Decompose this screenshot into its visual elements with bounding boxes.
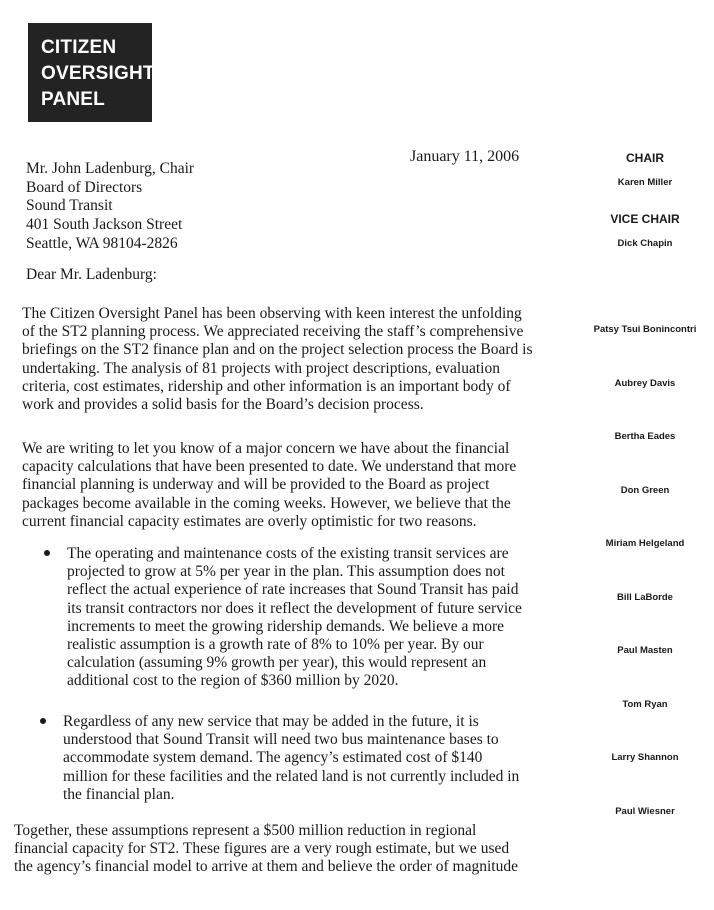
text-line: realistic assumption is a growth rate of 8% to 10% per year. By our	[67, 636, 484, 654]
logo-line-2: OVERSIGHT	[41, 63, 155, 84]
text-line: understood that Sound Transit will need two bus maintenance bases to	[63, 731, 499, 749]
bullet-item-2	[63, 713, 519, 804]
member-name: Tom Ryan	[622, 699, 668, 710]
bullet-icon	[40, 718, 46, 724]
member-name: Paul Wiesner	[615, 806, 675, 817]
member-name: Miriam Helgeland	[605, 538, 685, 549]
text-line: financial capacity for ST2. These figures are a very rough estimate, but we used	[14, 840, 510, 858]
text-line: criteria, cost estimates, ridership and other information is an important body of	[22, 377, 511, 395]
member-name: Larry Shannon	[611, 752, 679, 763]
text-line: financial planning is underway and will be provided to the Board as project	[22, 476, 490, 494]
member-name: Bertha Eades	[614, 431, 676, 442]
vice-chair-heading: VICE CHAIR	[610, 212, 680, 226]
vice-chair-name: Dick Chapin	[617, 238, 673, 249]
address-line: 401 South Jackson Street	[26, 216, 183, 234]
text-line: the financial plan.	[63, 785, 175, 803]
text-line: briefings on the ST2 finance plan and on the project selection process the Board is	[22, 341, 533, 359]
text-line: calculation (assuming 9% growth per year), this would represent an	[67, 654, 487, 672]
address-line: Sound Transit	[26, 197, 113, 215]
text-line: The Citizen Oversight Panel has been observing with keen interest the unfolding	[22, 305, 522, 322]
paragraph-3	[14, 822, 518, 877]
address-line: Seattle, WA 98104-2826	[26, 234, 178, 252]
paragraph-2	[22, 440, 516, 531]
logo	[28, 23, 155, 122]
text-line: million for these facilities and the related land is not currently included in	[63, 767, 520, 785]
bullet-item-1	[67, 545, 522, 691]
text-line: undertaking. The analysis of 81 projects with project descriptions, evaluation	[22, 359, 500, 377]
text-line: additional cost to the region of $360 million by 2020.	[67, 672, 399, 690]
paragraph-1	[22, 305, 533, 414]
text-line: accommodate system demand. The agency’s estimated cost of $140	[63, 749, 483, 767]
text-line: The operating and maintenance costs of the existing transit services are	[67, 545, 509, 562]
chair-name: Karen Miller	[617, 177, 673, 188]
text-line: packages become available in the coming weeks. However, we believe that the	[22, 494, 511, 512]
text-line: Regardless of any new service that may be added in the future, it is	[63, 713, 479, 730]
text-line: current financial capacity estimates are overly optimistic for two reasons.	[22, 512, 477, 530]
member-name: Bill LaBorde	[617, 592, 673, 603]
text-line: its transit contractors nor does it reflect the development of future service	[67, 599, 522, 617]
text-line: We are writing to let you know of a major concern we have about the financial	[22, 440, 510, 457]
text-line: the agency’s financial model to arrive at them and believe the order of magnitude	[14, 858, 518, 876]
member-name: Don Green	[620, 485, 670, 496]
text-line: of the ST2 planning process. We appreciated receiving the staff’s comprehensive	[22, 323, 524, 341]
text-line: Together, these assumptions represent a $500 million reduction in regional	[14, 822, 477, 839]
salutation: Dear Mr. Ladenburg:	[26, 266, 157, 283]
logo-line-1: CITIZEN	[41, 37, 117, 58]
address-line: Board of Directors	[26, 178, 143, 196]
logo-line-3: PANEL	[41, 89, 105, 110]
text-line: increments to meet the growing ridership demands. We believe a more	[67, 617, 505, 635]
text-line: capacity calculations that have been presented to date. We understand that more	[22, 458, 517, 476]
member-name: Aubrey Davis	[614, 378, 676, 389]
text-line: reflect the actual experience of rate increases that Sound Transit has paid	[67, 581, 519, 599]
panel-roster	[580, 0, 710, 910]
member-name: Paul Masten	[617, 645, 673, 656]
letter-date: January 11, 2006	[410, 148, 520, 165]
address-line: Mr. John Ladenburg, Chair	[26, 160, 195, 177]
text-line: work and provides a solid basis for the Board’s decision process.	[22, 396, 424, 414]
chair-heading: CHAIR	[626, 151, 664, 165]
recipient-address	[26, 160, 194, 254]
bullet-icon	[44, 550, 50, 556]
member-name: Patsy Tsui Bonincontri	[593, 324, 697, 335]
text-line: projected to grow at 5% per year in the plan. This assumption does not	[67, 563, 505, 581]
